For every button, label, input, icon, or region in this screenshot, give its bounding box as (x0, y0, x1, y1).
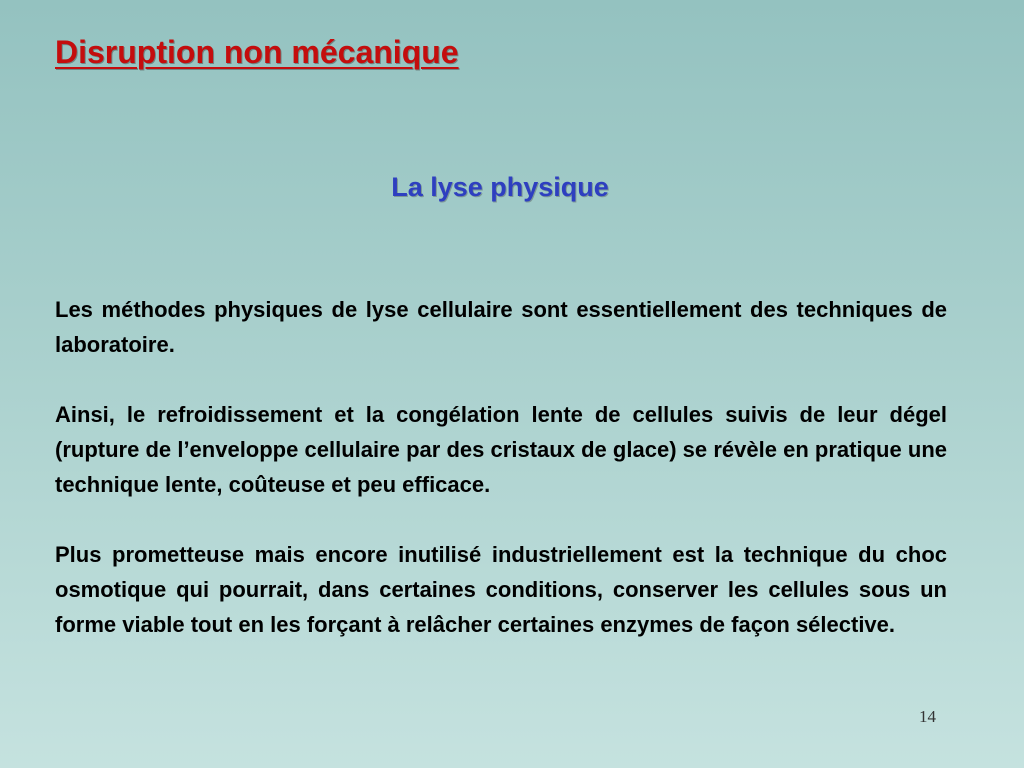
body-text (55, 292, 947, 642)
page-number: 14 (919, 707, 936, 726)
paragraph-3: Plus prometteuse mais encore inutilisé industriellement est la technique du choc osmotique qui pourrait, dans certaines conditions, conserver les cellules sous un forme viable tout en les forçant à relâcher certaines enzymes de façon sélective. (55, 542, 947, 637)
slide-subtitle: La lyse physique (391, 172, 609, 202)
paragraph-2: Ainsi, le refroidissement et la congélation lente de cellules suivis de leur dégel (rupture de l’enveloppe cellulaire par des cristaux de glace) se révèle en pratique une technique lente, coûteuse et peu efficace. (55, 402, 947, 497)
paragraph-1: Les méthodes physiques de lyse cellulaire sont essentiellement des techniques de laboratoire. (55, 297, 947, 357)
slide-title: Disruption non mécanique (55, 34, 459, 70)
